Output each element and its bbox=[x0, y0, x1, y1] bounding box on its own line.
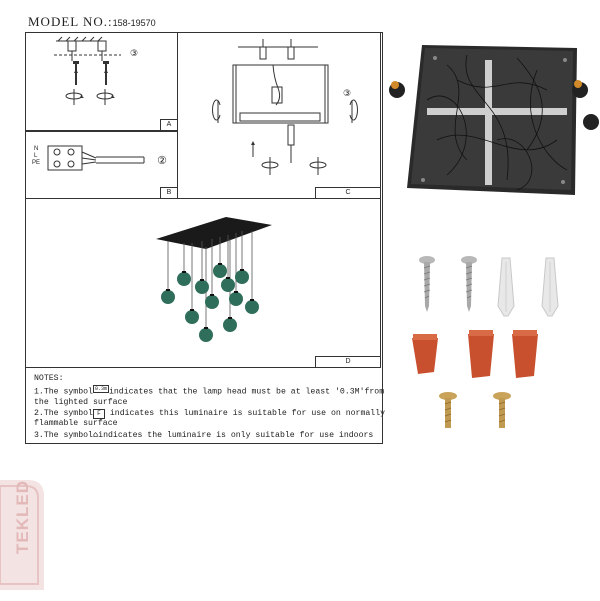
wood-screw-icon bbox=[419, 256, 435, 312]
terminal-label-n: N bbox=[34, 146, 39, 152]
panel-c bbox=[177, 32, 381, 199]
panel-a bbox=[25, 32, 178, 131]
panel-c-tag: C bbox=[315, 187, 380, 198]
note-1-line-1: 1.The symbol $^{0.3m}$ indicates that the lamp head must be at least '0.3M'from bbox=[34, 386, 385, 398]
callout-a: ③ bbox=[130, 49, 139, 59]
brass-screw-icon bbox=[439, 392, 457, 428]
panel-d bbox=[25, 198, 381, 368]
note-2-line-1: 2.The symbol F indicates this luminaire is suitable for use on normally bbox=[34, 408, 386, 418]
notes-title: NOTES: bbox=[34, 374, 64, 383]
panel-a-tag: A bbox=[160, 119, 177, 130]
model-number-label: MODEL NO.:158-19570 bbox=[28, 14, 156, 29]
wall-plug-icon bbox=[542, 258, 558, 316]
logo-wordmark: TEKLED bbox=[13, 480, 32, 554]
indoor-house-icon: ⌂ bbox=[92, 429, 99, 440]
mounting-plate-drawing bbox=[178, 33, 382, 200]
installation-sheet bbox=[22, 12, 386, 441]
wire-nut-icon bbox=[412, 334, 438, 374]
wood-screw-icon bbox=[461, 256, 477, 312]
canopy-back-photo bbox=[397, 40, 597, 197]
hardware-parts-illustration bbox=[410, 254, 580, 434]
note-2-line-2: flammable surface bbox=[34, 418, 118, 428]
wire-nut-icon bbox=[512, 330, 538, 378]
brand-logo bbox=[0, 480, 48, 590]
model-number: 158-19570 bbox=[112, 18, 156, 28]
brass-screw-icon bbox=[493, 392, 511, 428]
terminal-label-pe: PE bbox=[32, 160, 41, 166]
terminal-label-l: L bbox=[34, 153, 38, 159]
ceiling-screws-drawing bbox=[26, 33, 179, 132]
canopy-wiring-illustration bbox=[397, 40, 597, 197]
panel-b-tag: B bbox=[160, 187, 177, 198]
flammable-surface-symbol: F bbox=[93, 409, 105, 419]
pendant-luminaire-drawing bbox=[26, 199, 382, 369]
callout-b: ② bbox=[157, 154, 167, 167]
notes-section bbox=[34, 374, 386, 442]
callout-c: ③ bbox=[343, 89, 352, 99]
wall-plug-icon bbox=[498, 258, 514, 316]
panel-b bbox=[25, 131, 178, 199]
note-3-line-1: 3.The symbol⌂indicates the luminaire is only suitable for use indoors bbox=[34, 429, 374, 441]
panel-d-tag: D bbox=[315, 356, 380, 367]
note-1-line-2: the lighted surface bbox=[34, 398, 128, 408]
wire-nut-icon bbox=[468, 330, 494, 378]
distance-symbol: 0.3m bbox=[94, 386, 107, 393]
